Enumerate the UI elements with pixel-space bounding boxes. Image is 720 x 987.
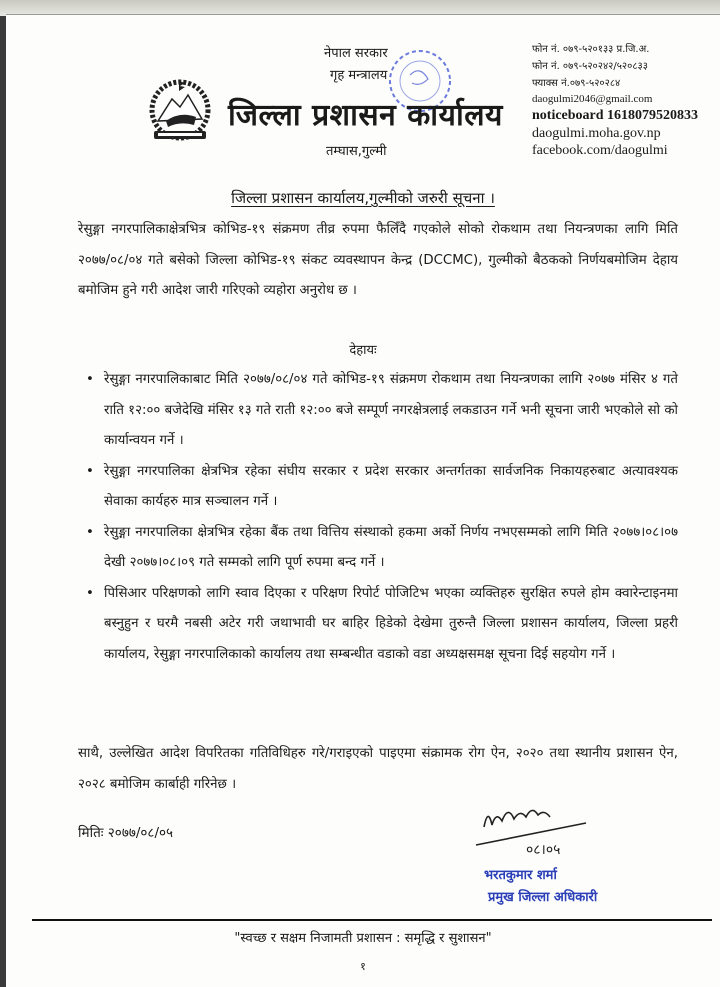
orders-list — [86, 365, 678, 670]
phone-2: फोन नं. ०७९-५२०२४२/५२०८३३ — [532, 61, 648, 72]
footer-divider — [32, 919, 712, 921]
signatory-designation: प्रमुख जिल्ला अधिकारी — [488, 890, 598, 905]
website-link[interactable]: daogulmi.moha.gov.np — [532, 126, 661, 141]
order-item — [86, 365, 678, 457]
footer-motto: "स्वच्छ र सक्षम निजामती प्रशासन : समृद्धि र सुशासन" — [234, 931, 492, 946]
signature-date: ०८।०५ — [526, 842, 561, 858]
nepal-emblem-icon — [144, 77, 216, 147]
notice-document — [6, 14, 720, 987]
bullet-icon: • — [86, 585, 94, 601]
signatory-name: भरतकुमार शर्मा — [484, 868, 557, 883]
fax: फ्याक्स नं.०७९-५२०२८४ — [532, 78, 621, 89]
office-location: तम्घास,गुल्मी — [326, 144, 387, 159]
intro-paragraph: रेसुङ्गा नगरपालिकाक्षेत्रभित्र कोभिड-१९ संक्रमण तीव्र रुपमा फैलिँदै गएकोले सोको रोकथाम तथा नियन्त्रणका लागि मिति २०७७/०८/०४ गते बसेको जिल्ला कोभिड-१९ संकट व्यवस्थापन केन्द्र (DCCMC), गुल्मीको बैठकको निर्णयबमोजिम देहाय बमोजिम हुने गरी आदेश जारी गरिएको व्यहोरा अनुरोध छ । — [78, 222, 678, 298]
contact-block — [532, 41, 698, 159]
order-item — [86, 579, 678, 671]
issue-date: मितिः २०७७/०८/०५ — [78, 825, 174, 841]
noticeboard-number: noticeboard 1618079520833 — [532, 108, 699, 123]
order-item — [86, 518, 678, 579]
bullet-icon: • — [86, 463, 94, 479]
government-name: नेपाल सरकार — [324, 46, 388, 61]
order-text: पिसिआर परिक्षणको लागि स्वाव दिएका र परिक्षण रिपोर्ट पोजिटिभ भएका व्यक्तिहरु सुरक्षित रुपले होम क्वारेन्टाइनमा बस्नुहुन र घरमै नबसी अटेर गरी जथाभावी घर बाहिर हिडेको देखेमा तुरुन्तै जिल्ला प्रशासन कार्यालय, जिल्ला प्रहरी कार्यालय, रेसुङ्गा नगरपालिकाको कार्यालय तथा सम्बन्धीत वडाको वडा अध्यक्षसमक्ष सूचना दिई सहयोग गर्ने । — [104, 585, 678, 662]
notice-title — [6, 187, 720, 209]
order-text: रेसुङ्गा नगरपालिकाबाट मिति २०७७/०८/०४ गते कोभिड-१९ संक्रमण रोकथाम तथा नियन्त्रणका लागि २०७७ मंसिर ४ गते राति १२:०० बजेदेखि मंसिर १३ गते राती १२:०० बजे सम्पूर्ण नगरक्षेत्रलाई लकडाउन गर्ने भनी सूचना जारी भएकोले सो को कार्यान्वयन गर्ने । — [104, 372, 678, 448]
phone-1: फोन नं. ०७९-५२०१३३ प्र.जि.अ. — [532, 44, 650, 55]
notice-title-text: जिल्ला प्रशासन कार्यालय,गुल्मीको जरुरी सूचना । — [231, 189, 495, 207]
order-text: रेसुङ्गा नगरपालिका क्षेत्रभित्र रहेका संघीय सरकार र प्रदेश सरकार अन्तर्गतका सार्वजनिक निकायहरुबाट अत्यावश्यक सेवाका कार्यहरु मात्र सञ्चालन गर्ने । — [104, 463, 678, 509]
order-item — [86, 457, 678, 518]
page-number: १ — [360, 960, 366, 973]
ministry-name: गृह मन्त्रालय — [330, 68, 388, 83]
orders-heading: देहायः — [349, 343, 377, 358]
closing-paragraph: साथै, उल्लेखित आदेश विपरितका गतिविधिहरु गरे/गराइएको पाइएमा संक्रामक रोग ऐन, २०२० तथा स्थानीय प्रशासन ऐन, २०२८ बमोजिम कार्बाही गरिनेछ । — [78, 746, 678, 792]
bullet-icon: • — [86, 372, 94, 387]
email-link[interactable]: daogulmi2046@gmail.com — [532, 93, 653, 105]
facebook-link[interactable]: facebook.com/daogulmi — [532, 143, 668, 158]
office-name: जिल्ला प्रशासन कार्यालय — [228, 98, 503, 133]
order-text: रेसुङ्गा नगरपालिका क्षेत्रभित्र रहेका बैंक तथा वित्तिय संस्थाको हकमा अर्को निर्णय नभएसम्मको लागि मिति २०७७।०८।०७ देखी २०७७।०८।०९ गते सम्मको लागि पूर्ण रुपमा बन्द गर्ने । — [104, 524, 678, 570]
bullet-icon: • — [86, 524, 94, 540]
